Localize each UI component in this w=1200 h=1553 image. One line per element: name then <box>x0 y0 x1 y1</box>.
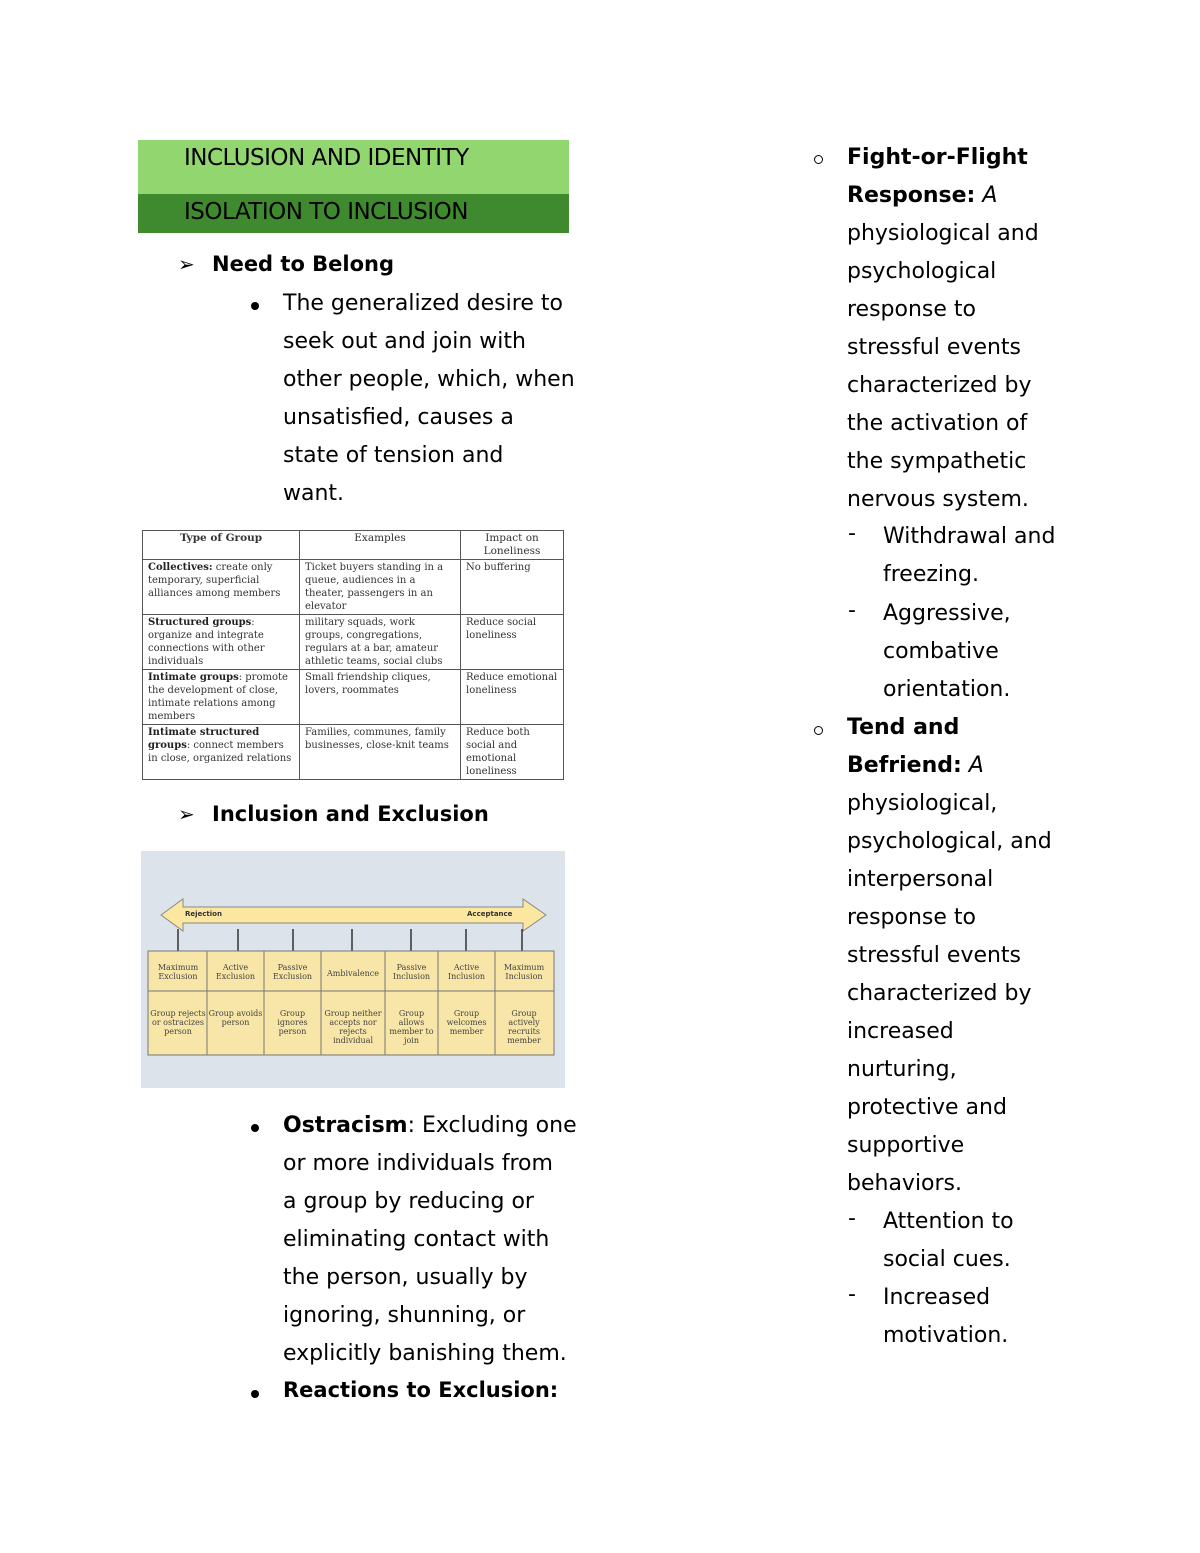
dash-bullet-icon: - <box>848 1206 856 1231</box>
continuum-stage-label: Ambivalence <box>327 969 379 978</box>
table-row: Intimate groups: promote the development of close, intimate relations among members Small friendship cliques, lovers, roommates Reduce emotional loneliness <box>143 670 564 725</box>
table-row: Collectives: create only temporary, superficial alliances among members Ticket buyers standing in a queue, audiences in a theater, passengers in an elevator No buffering <box>143 560 564 615</box>
tend-sub-item: Increased motivation. <box>883 1285 1009 1348</box>
fight-sub-item: Withdrawal and freezing. <box>883 524 1056 587</box>
dash-bullet-icon: - <box>848 521 856 546</box>
fight-or-flight-definition: Fight-or-Flight Response: A physiological and psychological response to stressful events characterized by the activation of the sympathetic nervous system. <box>847 145 1039 512</box>
continuum-stage-label: Passive Exclusion <box>272 963 313 981</box>
bullet-icon <box>251 1124 259 1132</box>
table-header: Examples <box>300 531 461 560</box>
continuum-stage-desc: Group actively recruits member <box>507 1009 541 1045</box>
table-row: Structured groups: organize and integrate connections with other individuals military squads, work groups, congregations, regulars at a bar, amateur athletic teams, social clubs Reduce social loneliness <box>143 615 564 670</box>
rejection-label: Rejection <box>185 910 222 918</box>
continuum-stage-desc: Group allows member to join <box>389 1009 434 1045</box>
section-title: INCLUSION AND IDENTITY <box>138 140 569 194</box>
ostracism-definition: Ostracism: Excluding one or more individuals from a group by reducing or eliminating contact with the person, usually by ignoring, shunning, or explicitly banishing them. <box>283 1113 577 1366</box>
circle-bullet-icon <box>814 726 823 735</box>
continuum-stage-label: Active Exclusion <box>215 963 256 981</box>
continuum-stage-desc: Group welcomes member <box>446 1009 487 1036</box>
table-row: Intimate structured groups: connect members in close, organized relations Families, communes, family businesses, close-knit teams Reduce both social and emotional loneliness <box>143 725 564 780</box>
continuum-stage-desc: Group avoids person <box>208 1009 263 1027</box>
continuum-stage-label: Maximum Exclusion <box>157 963 199 981</box>
continuum-stage-label: Active Inclusion <box>447 963 486 981</box>
continuum-stage-label: Maximum Inclusion <box>503 963 545 981</box>
need-definition: The generalized desire to seek out and join with other people, which, when unsatisfied, causes a state of tension and want. <box>283 291 575 506</box>
reactions-heading: Reactions to Exclusion: <box>283 1378 559 1402</box>
arrow-bullet-icon: ➢ <box>178 802 195 826</box>
tend-and-befriend-definition: Tend and Befriend: A physiological, psychological, and interpersonal response to stressful events characterized by increased nurturing, protective and supportive behaviors. <box>847 715 1052 1196</box>
need-heading: Need to Belong <box>212 252 395 276</box>
continuum-stage-desc: Group neither accepts nor rejects individual <box>324 1009 382 1045</box>
table-header: Type of Group <box>143 531 300 560</box>
section-subtitle: ISOLATION TO INCLUSION <box>138 194 569 233</box>
group-types-table <box>142 530 564 780</box>
fight-sub-item: Aggressive, combative orientation. <box>883 601 1011 702</box>
dash-bullet-icon: - <box>848 598 856 623</box>
arrow-bullet-icon: ➢ <box>178 252 195 276</box>
inclusion-continuum-diagram <box>141 851 565 1088</box>
tend-sub-item: Attention to social cues. <box>883 1209 1014 1272</box>
dash-bullet-icon: - <box>848 1282 856 1307</box>
bullet-icon <box>251 302 259 310</box>
continuum-stage-desc: Group rejects or ostracizes person <box>150 1009 206 1036</box>
continuum-stage-desc: Group ignores person <box>277 1009 308 1036</box>
continuum-stage-label: Passive Inclusion <box>392 963 431 981</box>
circle-bullet-icon <box>814 155 823 164</box>
table-header: Impact on Loneliness <box>461 531 564 560</box>
inclusion-heading: Inclusion and Exclusion <box>212 802 489 826</box>
acceptance-label: Acceptance <box>467 910 513 918</box>
bullet-icon <box>251 1390 259 1398</box>
